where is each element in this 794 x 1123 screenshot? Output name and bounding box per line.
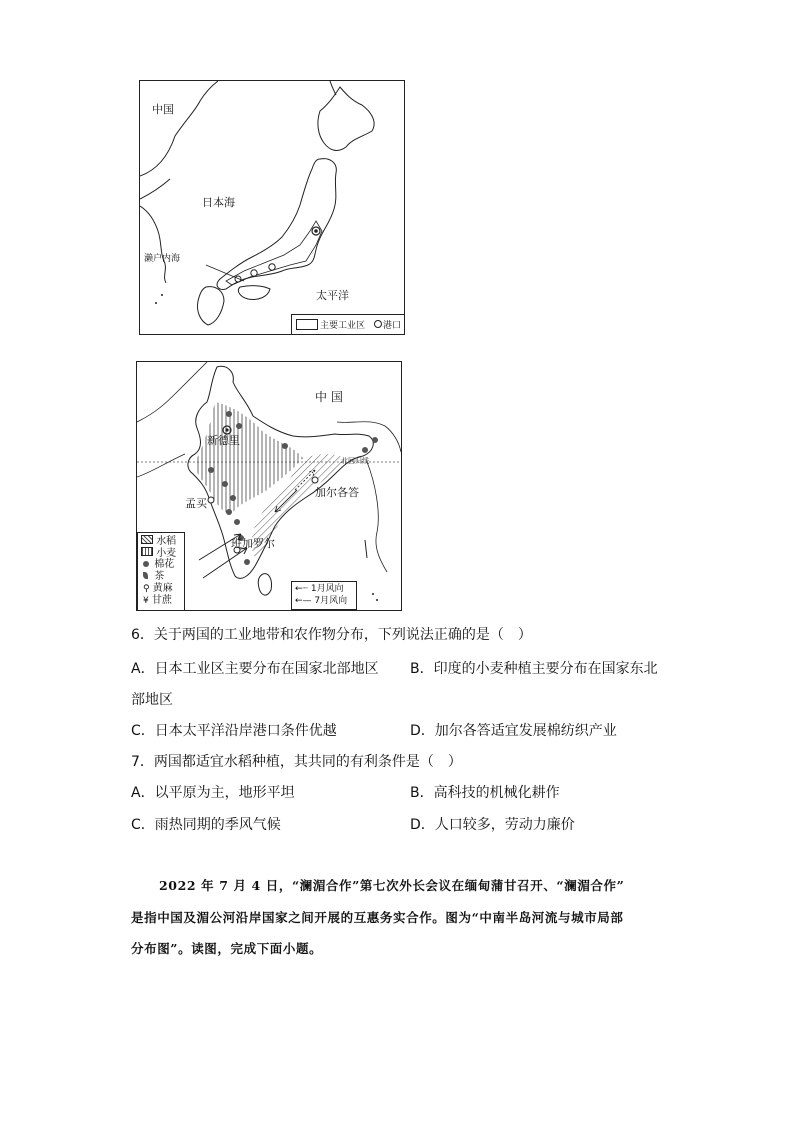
industrial-zone-swatch: [296, 319, 318, 330]
question-6-option-a[interactable]: A．日本工业区主要分布在国家北部地区: [131, 661, 379, 677]
label-seto-inland-sea: 濑户内海: [144, 254, 181, 264]
legend-wind-jul-label: 7月风向: [314, 596, 348, 606]
port-icon: [374, 320, 382, 328]
label-china-indiamap: 中 国: [315, 390, 343, 404]
label-pacific: 太平洋: [316, 289, 349, 302]
label-bangalore: 班加罗尔: [231, 537, 275, 550]
legend-port-label: 港口: [383, 321, 402, 331]
label-kolkata: 加尔各答: [315, 486, 359, 499]
wheat-swatch: [141, 547, 153, 556]
cotton-icon: [143, 561, 149, 567]
passage-line-2: 是指中国及湄公河沿岸国家之间开展的互惠务实合作。图为“中南半岛河流与城市局部: [131, 910, 624, 925]
japan-map-drawing: [140, 81, 404, 334]
wind-jul-arrow-icon: ←—: [295, 596, 312, 606]
legend-jute-label: 黄麻: [152, 583, 173, 594]
sugarcane-icon: ¥: [143, 596, 149, 606]
wind-jan-arrow-icon: ←┈: [295, 584, 308, 594]
india-crop-legend: [137, 532, 185, 611]
legend-industrial-label: 主要工业区: [320, 321, 366, 331]
question-7-option-d[interactable]: D．人口较多，劳动力廉价: [410, 817, 575, 833]
question-7-stem: 7．两国都适宜水稻种植，其共同的有利条件是（ ）: [131, 754, 462, 770]
question-7-option-b[interactable]: B．高科技的机械化耕作: [410, 785, 560, 801]
question-6-option-b[interactable]: B．印度的小麦种植主要分布在国家东北: [410, 661, 658, 677]
question-7-option-a[interactable]: A．以平原为主，地形平坦: [131, 785, 295, 801]
legend-wheat-label: 小麦: [156, 548, 177, 559]
india-map: [136, 361, 402, 611]
question-6-stem: 6．关于两国的工业地带和农作物分布，下列说法正确的是（ ）: [131, 627, 532, 643]
question-6-option-c[interactable]: C．日本太平洋沿岸港口条件优越: [131, 723, 337, 739]
legend-wind-jan-label: 1月风向: [310, 584, 344, 594]
label-china-japanmap: 中国: [152, 103, 174, 116]
india-wind-legend: [291, 581, 357, 610]
question-7-option-c[interactable]: C．雨热同期的季风气候: [131, 817, 281, 833]
legend-cotton-label: 棉花: [154, 559, 175, 570]
label-new-delhi: 新德里: [207, 434, 240, 447]
question-6-option-b-continued: 部地区: [131, 692, 173, 708]
japan-legend: [291, 314, 405, 335]
legend-rice-label: 水稻: [156, 536, 177, 547]
label-sea-of-japan: 日本海: [202, 196, 235, 209]
tea-icon: [143, 572, 148, 579]
label-tropic: 北回归线: [341, 457, 369, 465]
label-mumbai: 孟买: [185, 497, 207, 510]
legend-sugarcane-label: 甘蔗: [151, 595, 172, 606]
passage-line-3: 分布图”。读图，完成下面小题。: [131, 941, 323, 956]
rice-swatch: [141, 535, 153, 544]
passage-line-1: 2022 年 7 月 4 日，“澜湄合作”第七次外长会议在缅甸蒲甘召开、“澜湄合作”: [159, 878, 625, 893]
japan-map: [139, 80, 405, 335]
jute-icon: ⚲: [143, 584, 150, 594]
question-6-option-d[interactable]: D．加尔各答适宜发展棉纺织产业: [410, 723, 617, 739]
legend-tea-label: 茶: [154, 571, 165, 582]
